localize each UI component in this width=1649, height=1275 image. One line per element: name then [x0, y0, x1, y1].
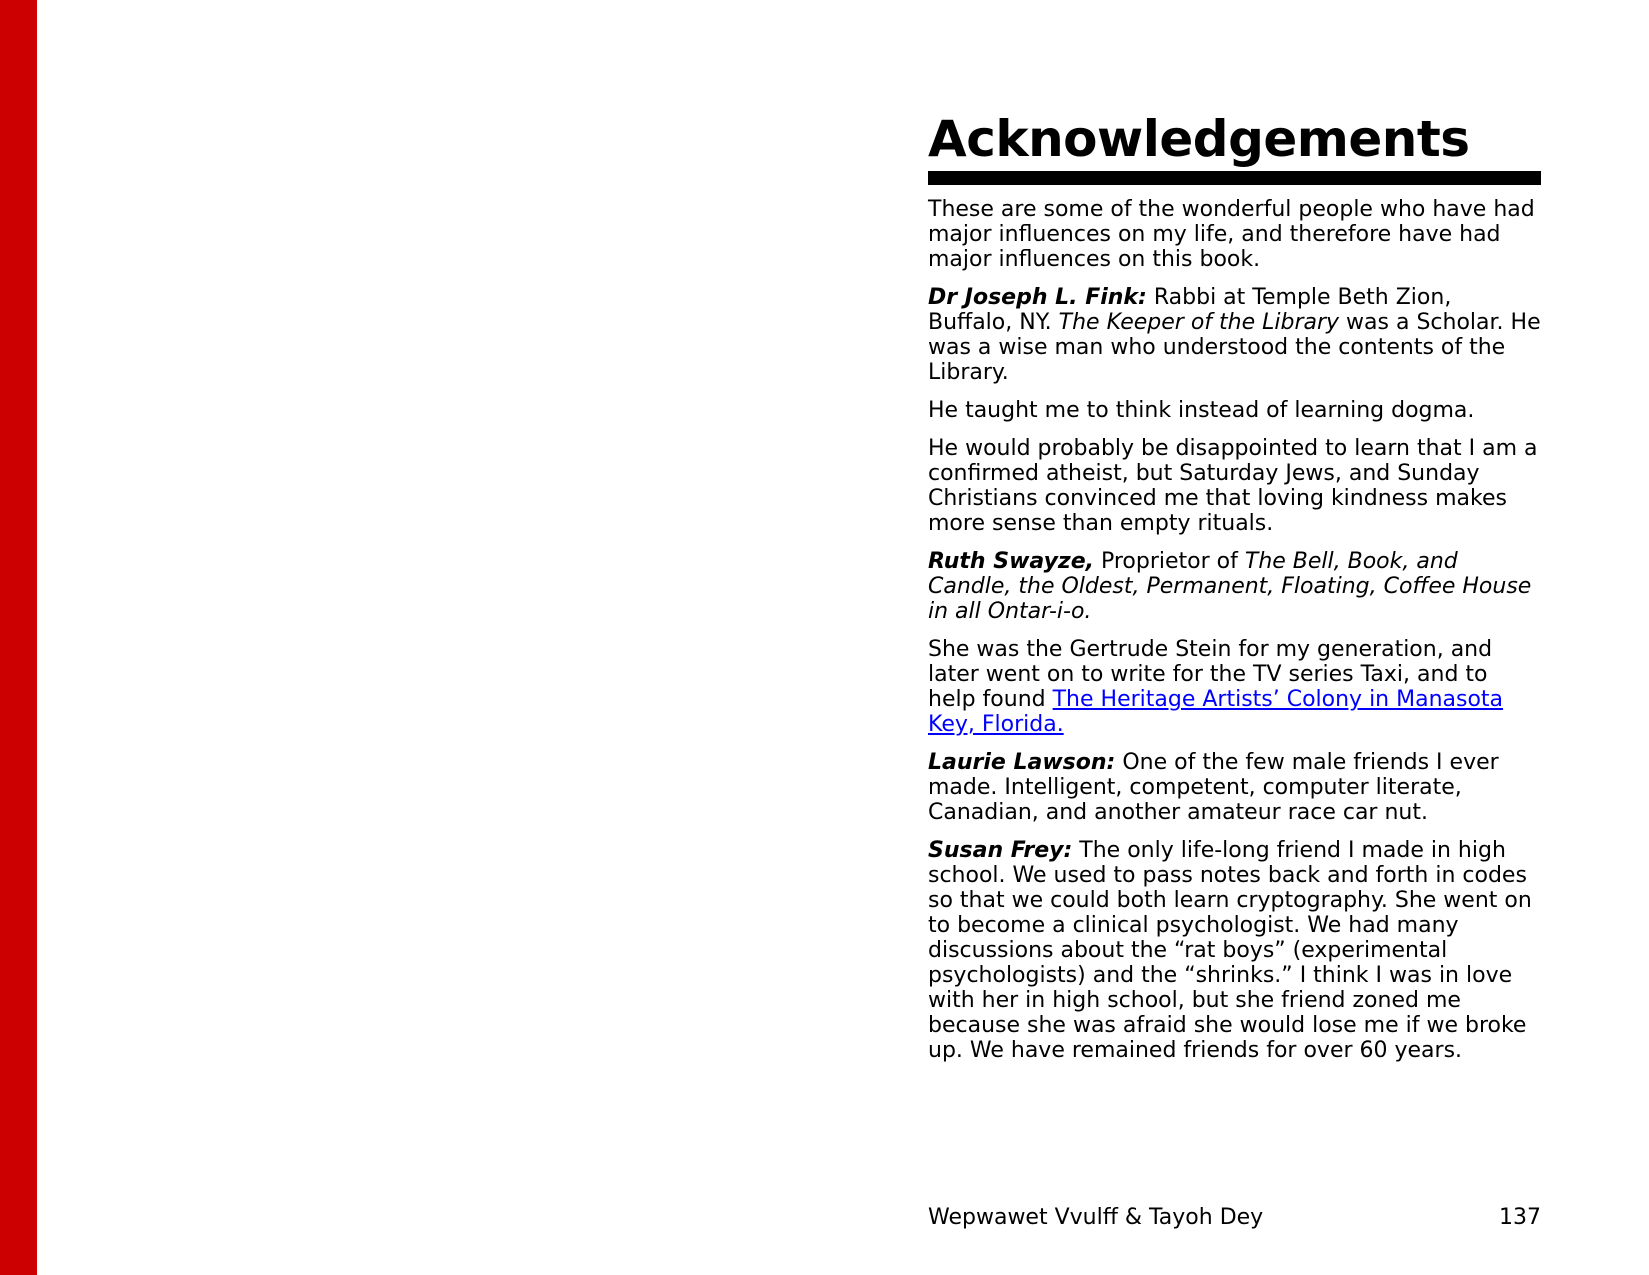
text-segment: One of the few male friends I ever made. Intelligent, competent, computer literate, Canadian, and another amateur race car nut. [928, 750, 1499, 825]
text-segment: Proprietor of [1094, 549, 1245, 574]
acknowledgements-section [928, 0, 1541, 1063]
paragraph-intro [928, 197, 1541, 272]
text-segment: He would probably be disappointed to learn that I am a confirmed atheist, but Saturday Jews, and Sunday Christians convinced me that loving kindness makes more sense than empty rituals. [928, 436, 1538, 536]
text-segment: Ruth Swayze, [928, 549, 1094, 574]
heritage-colony-link[interactable]: The Heritage Artists’ Colony in Manasota Key, Florida. [928, 687, 1504, 737]
title-underline-rule [928, 171, 1541, 185]
paragraph-joseph-fink [928, 285, 1541, 385]
paragraph-gertrude-stein [928, 637, 1541, 737]
text-segment: Dr Joseph L. Fink: [928, 285, 1147, 310]
footer [928, 1205, 1541, 1230]
paragraph-susan-frey [928, 838, 1541, 1063]
text-segment: Susan Frey: [928, 838, 1073, 863]
text-segment: The Keeper of the Library [1058, 310, 1340, 335]
text-segment: She was the Gertrude Stein for my generation, and later went on to write for the TV series Taxi, and to help found [928, 637, 1493, 712]
text-segment: Laurie Lawson: [928, 750, 1116, 775]
text-segment: Rabbi at Temple Beth Zion, Buffalo, NY. [928, 285, 1452, 335]
paragraph-laurie-lawson [928, 750, 1541, 825]
footer-page-number: 137 [1499, 1205, 1541, 1230]
page-title: Acknowledgements [928, 110, 1470, 168]
text-segment: He taught me to think instead of learning dogma. [928, 398, 1475, 423]
paragraph-ruth-swayze [928, 549, 1541, 624]
left-edge-accent-bar [0, 0, 37, 1275]
text-segment: was a Scholar. He was a wise man who understood the contents of the Library. [928, 310, 1541, 385]
text-segment: These are some of the wonderful people who have had major influences on my life, and therefore have had major influences on this book. [928, 197, 1535, 272]
paragraph-disappointed [928, 436, 1541, 536]
paragraph-taught-me [928, 398, 1541, 423]
footer-book-authors: Wepwawet Vvulff & Tayoh Dey [928, 1205, 1264, 1230]
text-segment: The Bell, Book, and Candle, the Oldest, Permanent, Floating, Coffee House in all Ontar-i-o. [928, 549, 1532, 624]
text-segment: The only life-long friend I made in high school. We used to pass notes back and forth in codes so that we could both learn cryptography. She went on to become a clinical psychologist. We had many discussions about the “rat boys” (experimental psychologists) and the “shrinks.” I think I was in love with her in high school, but she friend zoned me because she was afraid she would lose me if we broke up. We have remained friends for over 60 years. [928, 838, 1532, 1063]
